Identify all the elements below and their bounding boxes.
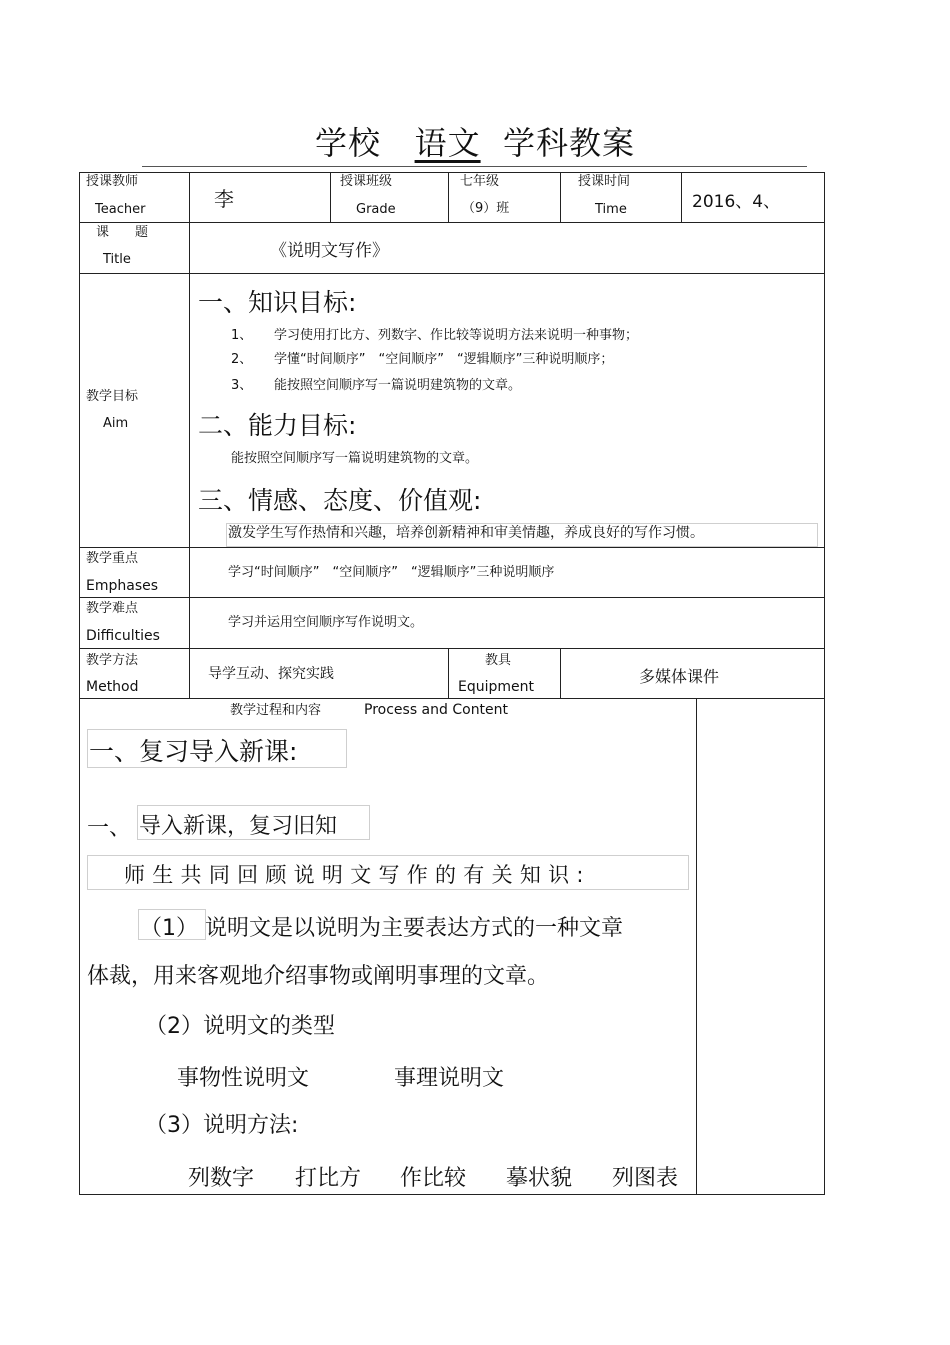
- grid-line: [79, 648, 825, 649]
- teacher-label-cn: 授课教师: [86, 174, 139, 189]
- knowledge-num-1: 1、: [231, 328, 253, 343]
- emotion-text: 激发学生写作热情和兴趣，培养创新精神和审美情趣，养成良好的写作习惯。: [228, 525, 704, 541]
- topic-value: 《说明文写作》: [270, 241, 389, 261]
- knowledge-heading: 一、知识目标:: [198, 288, 357, 317]
- subsection-number: 一、: [87, 816, 132, 841]
- title-suffix: 学科教案: [502, 124, 635, 162]
- grid-line: [79, 172, 825, 173]
- title-school: 学校: [315, 124, 382, 162]
- section-heading: 一、复习导入新课:: [89, 737, 298, 766]
- p1-text-line2: 体裁，用来客观地介绍事物或阐明事理的文章。: [87, 964, 550, 989]
- title-rule: [142, 166, 807, 167]
- subsection-title: 导入新课，复习旧知: [139, 814, 338, 839]
- method-2: 打比方: [295, 1166, 362, 1191]
- grid-line: [824, 172, 825, 1195]
- grid-line: [330, 172, 331, 223]
- teacher-label-en: Teacher: [95, 202, 146, 217]
- grid-line: [696, 698, 697, 1195]
- knowledge-item-1: 学习使用打比方、列数字、作比较等说明方法来说明一种事物；: [274, 328, 639, 343]
- ability-text: 能按照空间顺序写一篇说明建筑物的文章。: [231, 451, 479, 466]
- grid-line: [79, 1194, 825, 1195]
- time-value: 2016、4、: [692, 192, 781, 212]
- grid-line: [79, 273, 825, 274]
- emphases-label-en: Emphases: [86, 578, 159, 594]
- knowledge-num-2: 2、: [231, 352, 253, 367]
- p2-text: （2）说明文的类型: [145, 1014, 335, 1039]
- grid-line: [560, 648, 561, 699]
- grid-line: [560, 172, 561, 223]
- p3-text: （3）说明方法:: [145, 1113, 299, 1138]
- time-label-cn: 授课时间: [578, 174, 631, 189]
- grid-line: [448, 172, 449, 223]
- method-3: 作比较: [400, 1166, 467, 1191]
- grid-line: [79, 698, 825, 699]
- emphases-value: 学习“时间顺序” “空间顺序” “逻辑顺序”三种说明顺序: [228, 565, 555, 580]
- topic-label-cn: 课 题: [96, 225, 149, 240]
- aim-label-en: Aim: [103, 416, 129, 431]
- p1-number: （1）: [140, 916, 198, 941]
- class-label-en: Grade: [356, 202, 396, 217]
- difficulties-label-en: Difficulties: [86, 628, 160, 644]
- knowledge-num-3: 3、: [231, 378, 253, 393]
- equipment-value: 多媒体课件: [639, 667, 720, 686]
- method-4: 摹状貌: [506, 1166, 573, 1191]
- time-label-en: Time: [595, 202, 627, 217]
- grid-line: [79, 222, 825, 223]
- type-1: 事物性说明文: [177, 1066, 310, 1091]
- method-1: 列数字: [188, 1166, 255, 1191]
- document-title: [0, 118, 950, 164]
- grid-line: [448, 648, 449, 699]
- type-2: 事理说明文: [394, 1066, 505, 1091]
- grid-line: [79, 172, 80, 1195]
- aim-label-cn: 教学目标: [86, 389, 139, 404]
- process-header-en: Process and Content: [364, 702, 509, 718]
- class-value-class: （9）班: [462, 201, 510, 216]
- ability-heading: 二、能力目标:: [198, 411, 357, 440]
- method-label-en: Method: [86, 679, 139, 695]
- grid-line: [79, 547, 825, 548]
- p1-text-line1: 说明文是以说明为主要表达方式的一种文章: [205, 916, 624, 941]
- class-value-grade: 七年级: [460, 174, 500, 189]
- class-label-cn: 授课班级: [340, 174, 393, 189]
- emotion-heading: 三、情感、态度、价值观:: [198, 486, 482, 515]
- emphases-label-cn: 教学重点: [86, 551, 139, 566]
- topic-label-en: Title: [103, 252, 131, 267]
- method-5: 列图表: [612, 1166, 679, 1191]
- difficulties-value: 学习并运用空间顺序写作说明文。: [228, 615, 424, 630]
- teacher-value: 李: [214, 187, 234, 211]
- process-header-cn: 教学过程和内容: [230, 703, 322, 718]
- grid-line: [681, 172, 682, 223]
- title-subject: 语文: [414, 124, 481, 162]
- grid-line: [79, 597, 825, 598]
- knowledge-item-2: 学懂“时间顺序” “空间顺序” “逻辑顺序”三种说明顺序；: [274, 352, 614, 367]
- grid-line: [189, 172, 190, 699]
- equipment-label-cn: 教具: [485, 653, 512, 668]
- equipment-label-en: Equipment: [458, 679, 534, 695]
- knowledge-item-3: 能按照空间顺序写一篇说明建筑物的文章。: [274, 378, 522, 393]
- review-text: 师 生 共 同 回 顾 说 明 文 写 作 的 有 关 知 识 :: [124, 863, 584, 887]
- method-value: 导学互动、探究实践: [208, 666, 334, 682]
- difficulties-label-cn: 教学难点: [86, 601, 139, 616]
- method-label-cn: 教学方法: [86, 653, 139, 668]
